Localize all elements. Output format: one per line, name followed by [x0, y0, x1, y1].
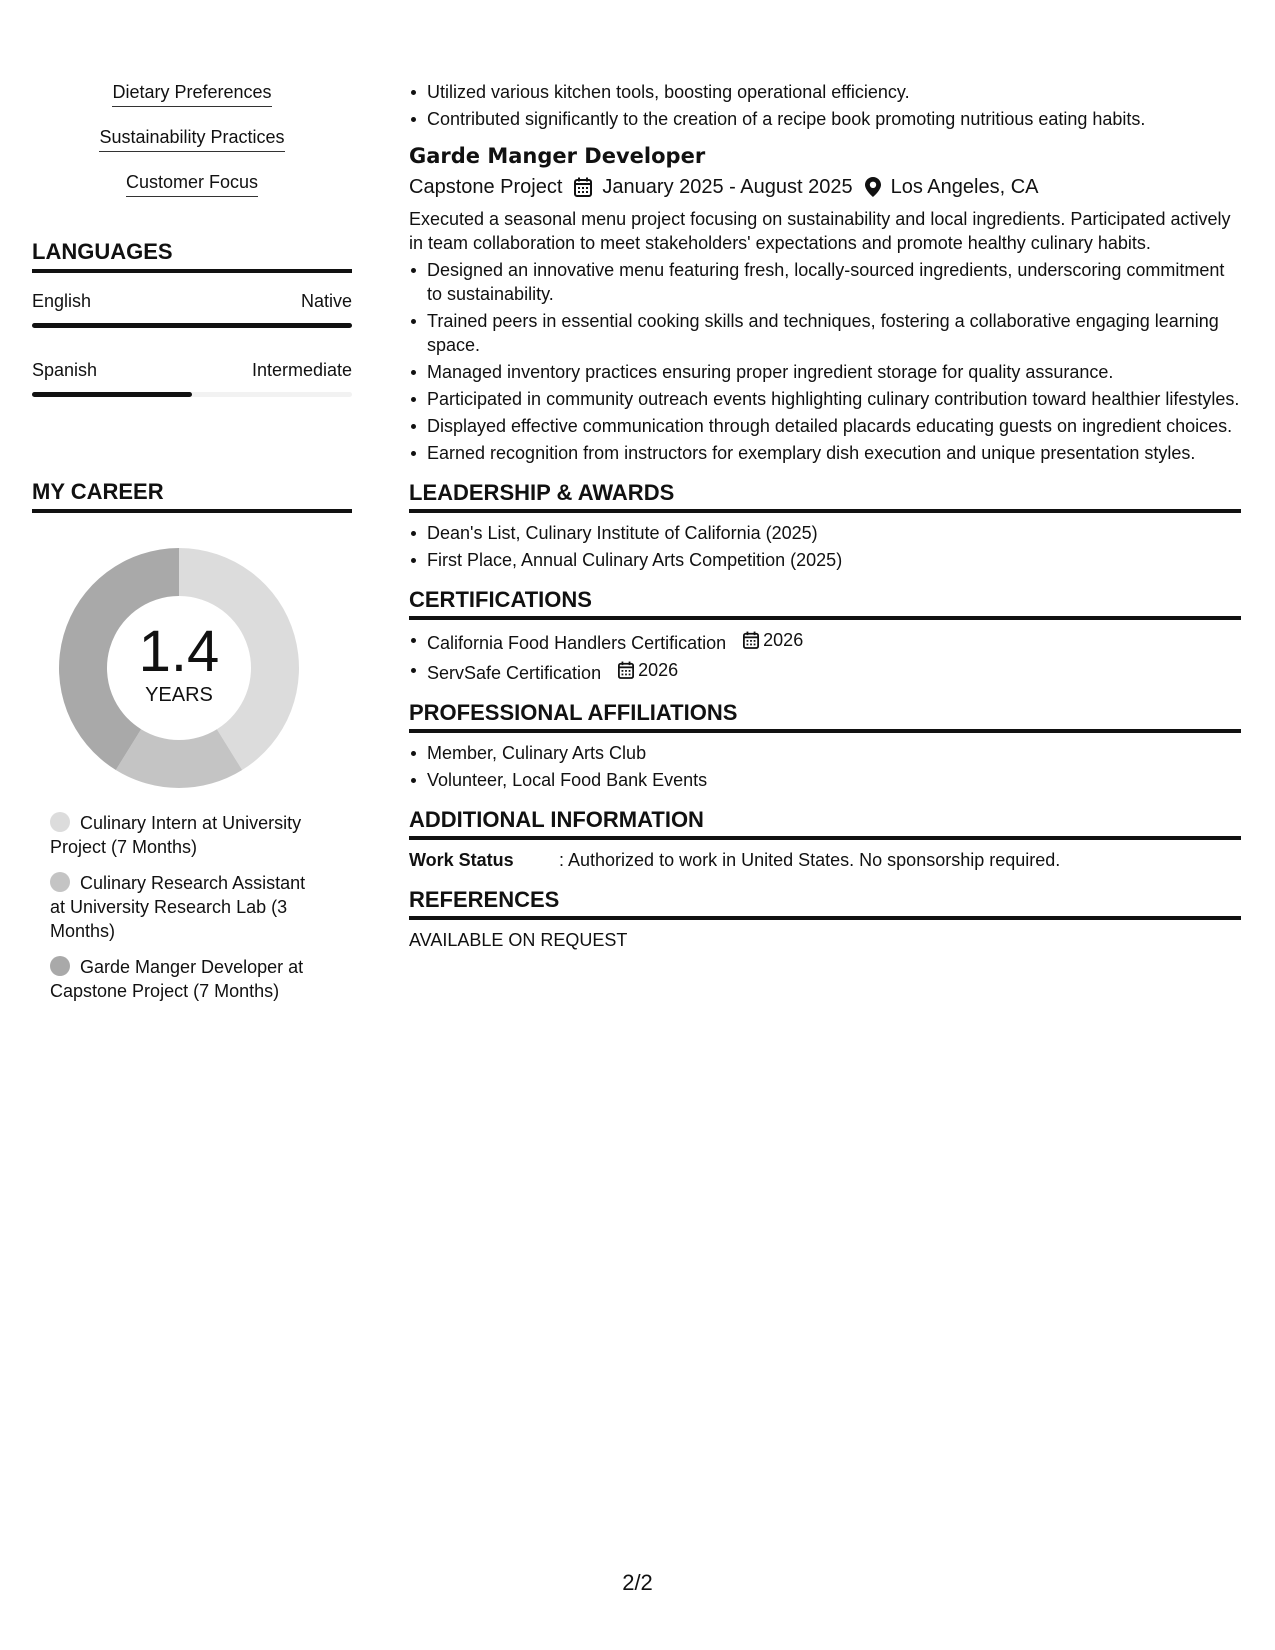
job-location: Los Angeles, CA [890, 176, 1039, 198]
calendar-icon [574, 177, 592, 197]
job-meta [409, 173, 1241, 201]
leadership-list [409, 521, 1241, 572]
job-title: Garde Manger Developer [409, 144, 706, 168]
legend-dot [50, 872, 70, 892]
list-item [409, 628, 1241, 655]
list-item: Displayed effective communication through detailed placards educating guests on ingredient choices. [409, 414, 1241, 438]
legend-dot [50, 812, 70, 832]
job-dates: January 2025 - August 2025 [602, 176, 853, 198]
affiliations-list [409, 741, 1241, 792]
certification-year: 2026 [743, 628, 803, 652]
language-name: Spanish [32, 360, 98, 380]
work-status-value: : Authorized to work in United States. No sponsorship required. [559, 850, 1061, 870]
list-item: Dean's List, Culinary Institute of California (2025) [409, 521, 1241, 545]
list-item: Utilized various kitchen tools, boosting operational efficiency. [409, 80, 1241, 104]
languages-heading: LANGUAGES [32, 237, 352, 273]
page-number: 2/2 [622, 1570, 653, 1595]
legend-item: Culinary Research Assistant at University Research Lab (3 Months) [50, 873, 306, 941]
skill-tag: Sustainability Practices [32, 125, 352, 154]
list-item: First Place, Annual Culinary Arts Competition (2025) [409, 548, 1241, 572]
list-item: Trained peers in essential cooking skills and techniques, fostering a collaborative engaging learning space. [409, 309, 1241, 357]
proficiency-bar [32, 323, 352, 328]
list-item: Volunteer, Local Food Bank Events [409, 768, 1241, 792]
sidebar [32, 80, 352, 1015]
work-status-row [409, 848, 1241, 872]
language-level: Native [300, 291, 352, 311]
certifications-list [409, 628, 1241, 685]
career-total: 1.4 [138, 619, 220, 684]
calendar-icon [743, 631, 759, 649]
references-text: AVAILABLE ON REQUEST [409, 930, 628, 950]
certification-year: 2026 [618, 658, 678, 682]
job-company: Capstone Project [409, 176, 563, 198]
language-name: English [32, 291, 92, 311]
skill-tag: Customer Focus [32, 170, 352, 199]
language-spanish [32, 358, 352, 397]
career-unit: YEARS [145, 684, 213, 706]
language-english [32, 289, 352, 328]
career-donut-chart [54, 543, 304, 793]
calendar-icon [618, 661, 634, 679]
certifications-heading: CERTIFICATIONS [409, 586, 1241, 620]
list-item: Earned recognition from instructors for exemplary dish execution and unique presentation styles. [409, 441, 1241, 465]
leadership-heading: LEADERSHIP & AWARDS [409, 479, 1241, 513]
work-status-label: Work Status [409, 850, 514, 870]
proficiency-bar [32, 392, 352, 397]
language-level: Intermediate [251, 360, 352, 380]
map-pin-icon [865, 177, 881, 197]
legend-item: Culinary Intern at University Project (7 Months) [50, 813, 302, 857]
proficiency-fill [32, 392, 192, 397]
list-item: Designed an innovative menu featuring fresh, locally-sourced ingredients, underscoring commitment to sustainability. [409, 258, 1241, 306]
skill-tag: Dietary Preferences [32, 80, 352, 109]
career-heading: MY CAREER [32, 477, 352, 513]
main-content [409, 80, 1241, 952]
certification-name: ServSafe Certification [427, 663, 602, 683]
additional-info-heading: ADDITIONAL INFORMATION [409, 806, 1241, 840]
job-description: Executed a seasonal menu project focusing on sustainability and local ingredients. Participated actively in team collaboration to meet stakeholders' expectations and promote healthy culinary habits. [409, 209, 1231, 253]
certification-name: California Food Handlers Certification [427, 633, 727, 653]
list-item: Participated in community outreach events highlighting culinary contribution toward healthier lifestyles. [409, 387, 1241, 411]
proficiency-fill [32, 323, 352, 328]
job-bullets [409, 258, 1241, 465]
list-item [409, 658, 1241, 685]
list-item: Member, Culinary Arts Club [409, 741, 1241, 765]
list-item: Managed inventory practices ensuring proper ingredient storage for quality assurance. [409, 360, 1241, 384]
list-item: Contributed significantly to the creation of a recipe book promoting nutritious eating habits. [409, 107, 1241, 131]
affiliations-heading: PROFESSIONAL AFFILIATIONS [409, 699, 1241, 733]
legend-item: Garde Manger Developer at Capstone Project (7 Months) [50, 957, 304, 1001]
previous-job-bullets [409, 80, 1241, 131]
references-heading: REFERENCES [409, 886, 1241, 920]
legend-dot [50, 956, 70, 976]
career-legend [50, 811, 352, 1003]
